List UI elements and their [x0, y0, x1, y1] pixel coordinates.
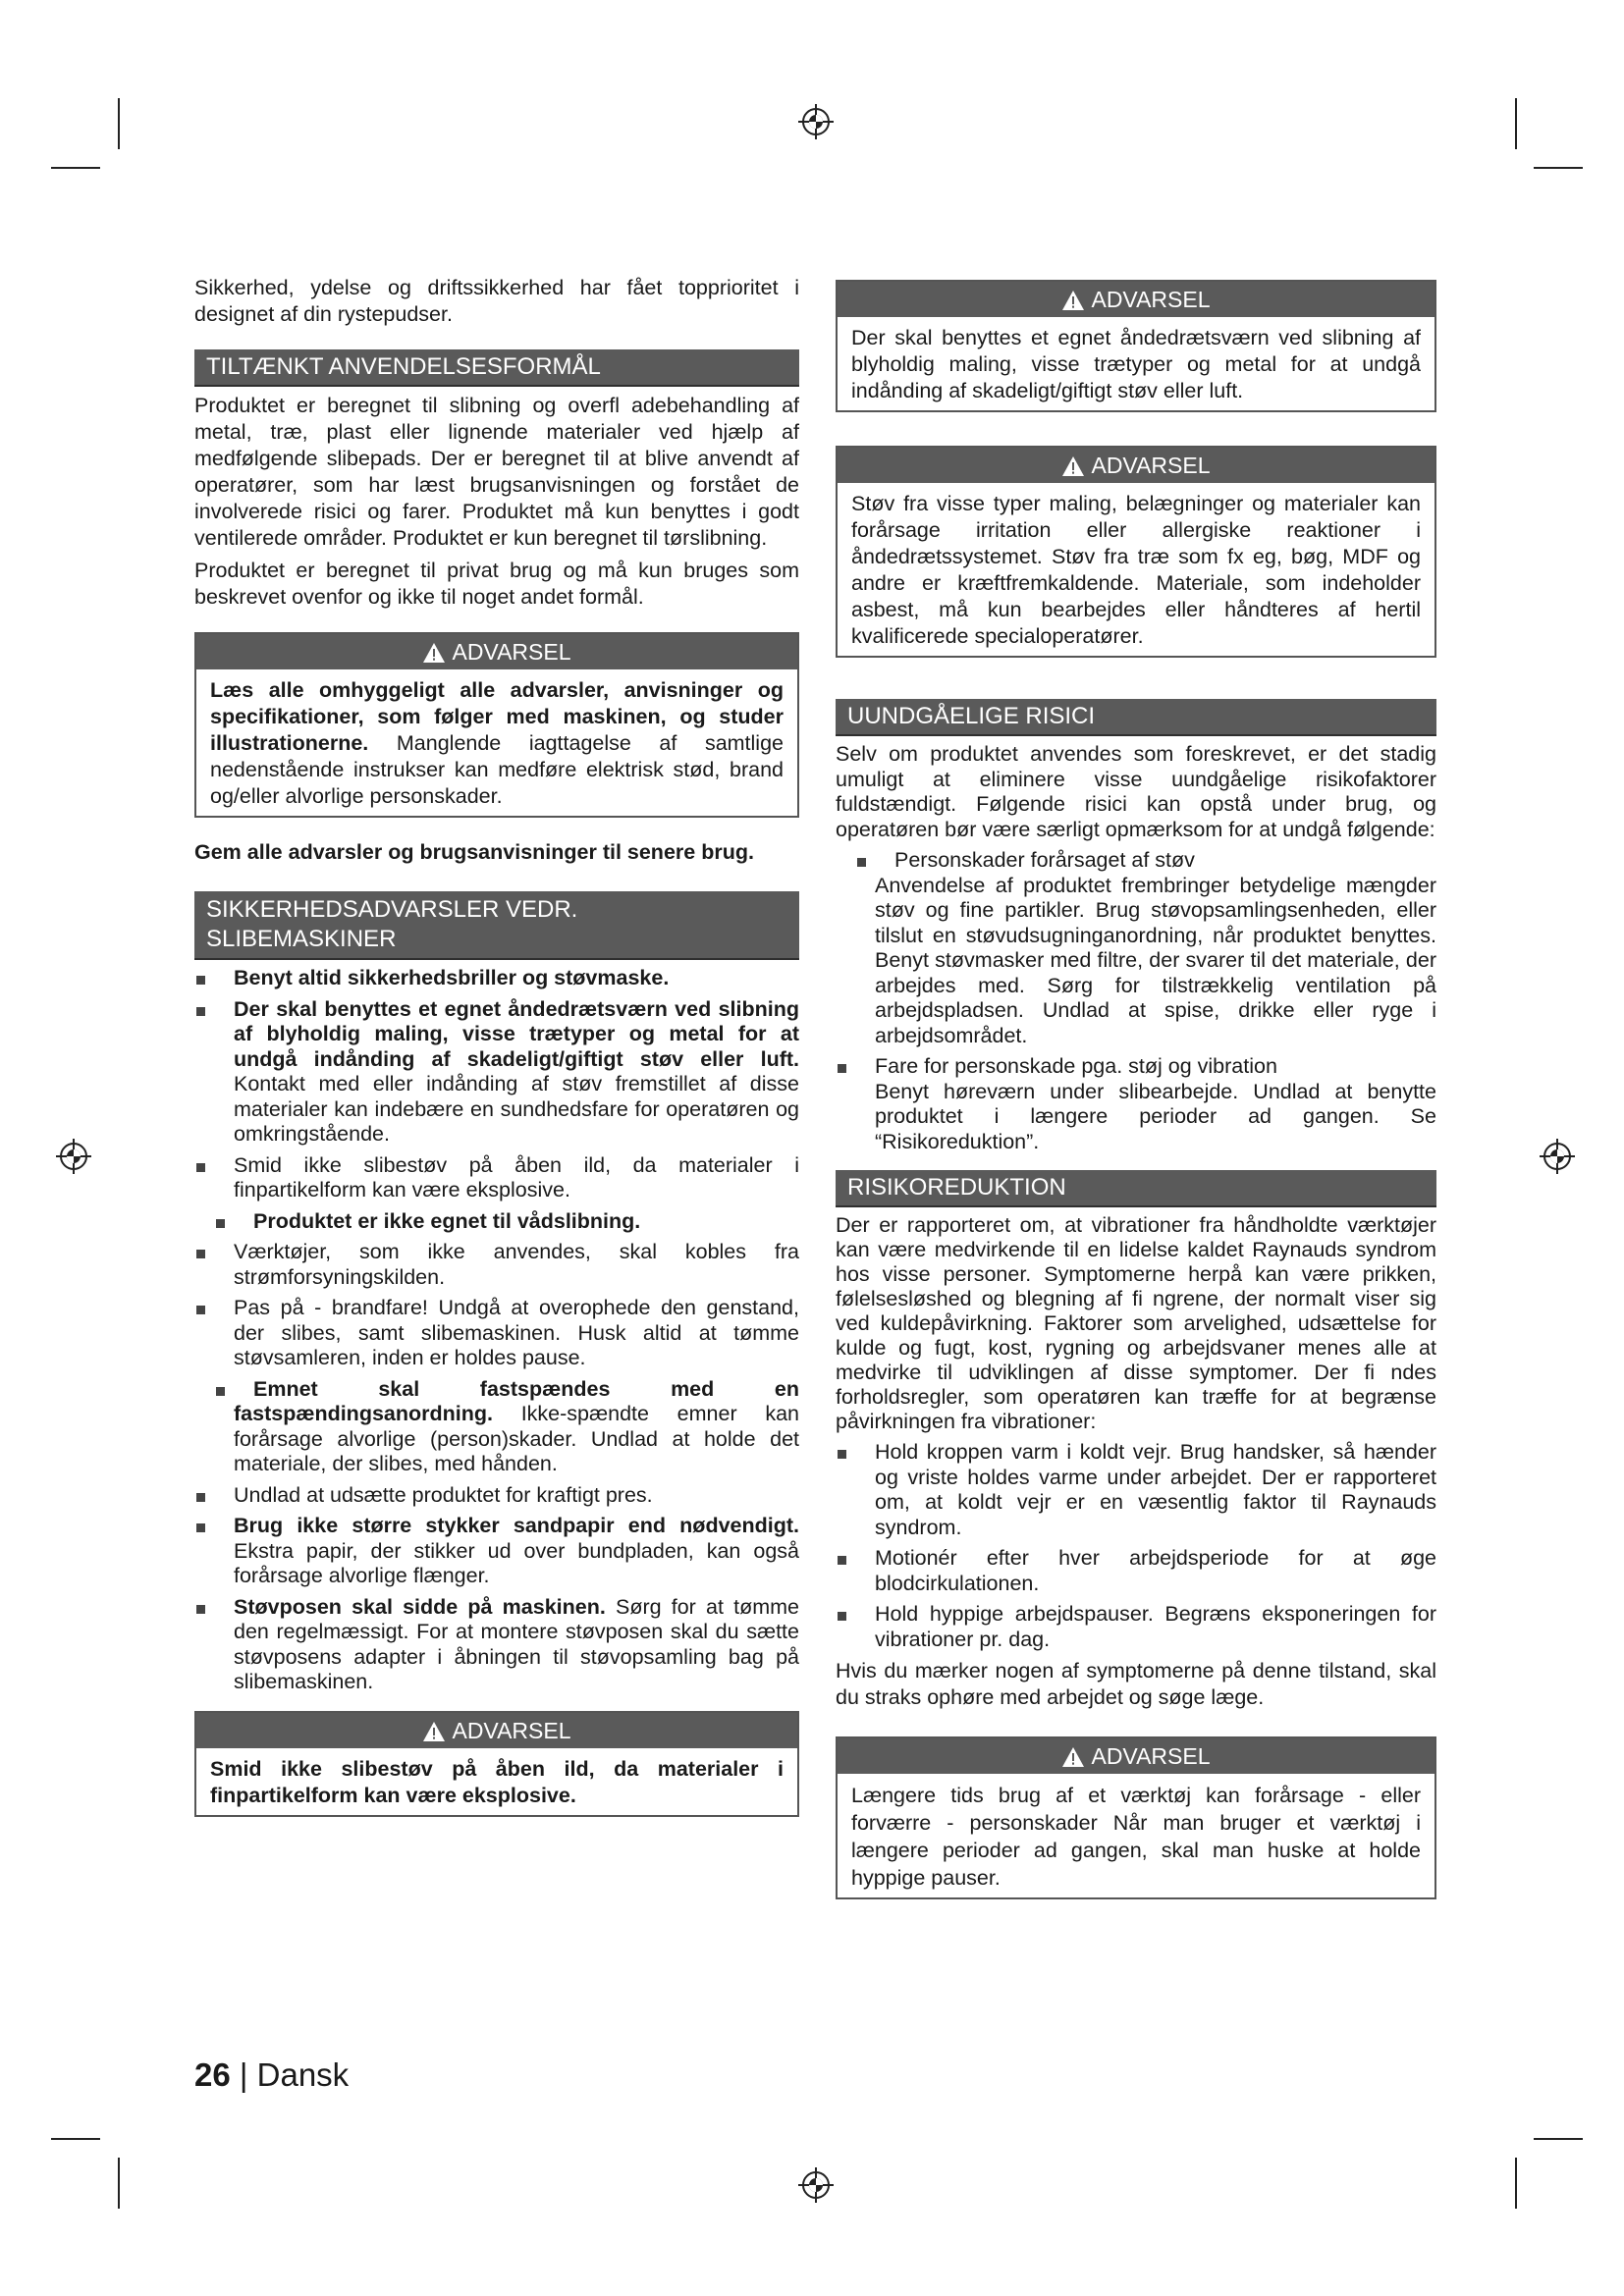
list-item-bold: Der skal benyttes et egnet åndedrætsværn ved slibning af blyholdig maling, visse trætyper og metal for at undgå indånding af skadeligt/giftigt støv eller luft.: [234, 996, 799, 1071]
list-item: [194, 1209, 799, 1235]
warning-text: [210, 677, 784, 810]
list-item: [836, 1054, 1436, 1154]
list-item: [836, 1546, 1436, 1596]
page-number: 26: [194, 2056, 231, 2093]
intended-use-text: Produktet er beregnet til slibning og overfl adebehandling af metal, træ, plast eller lignende materialer ved hjælp af medfølgende slibepads. Der er beregnet til at blive anvendt af operatører, som har læst brugsanvisningen og forstået de involverede risici og farer. Produktet må kun benyttes i godt ventilerede områder. Produktet er kun beregnet til tørslibning.: [194, 394, 799, 550]
crop-mark: [118, 98, 120, 149]
warning-box: [836, 280, 1436, 412]
list-item-text: Ekstra papir, der stikker ud over bundpladen, kan også forårsage alvorlige flænger.: [234, 1538, 799, 1587]
list-item-text: Benyt høreværn under slibearbejde. Undlad at benytte produktet i længere perioder ad gangen. Se “Risikoreduktion”.: [875, 1079, 1436, 1153]
reduction-intro: Der er rapporteret om, at vibrationer fra håndholdte værktøjer kan være medvirkende til en lidelse kaldet Raynauds syndrom hos visse personer. Symptomerne herpå kan være prikken, følelsesløshed og blegning af fi ngrene, der normalt viser sig ved kuldepåvirkning. Faktorer som arvelighed, udsættelse for kulde og fugt, kost, rygning og arbejdsvaner menes alle at medvirke til udviklingen af disse symptomer. Der fi ndes forholdsregler, som operatøren kan træffe for at begrænse påvirkningen fra vibrationer:: [836, 1213, 1436, 1433]
list-item: [194, 1377, 799, 1477]
list-item-bold: Brug ikke større stykker sandpapir end nødvendigt.: [234, 1514, 799, 1537]
list-item: [194, 997, 799, 1148]
keep-instructions-text: Gem alle advarsler og brugsanvisninger til senere brug.: [194, 840, 754, 864]
warning-triangle-icon: [422, 642, 446, 664]
list-item-bold: Emnet skal fastspændes med en fastspændingsanordning.: [234, 1376, 799, 1425]
reduction-list: [836, 1440, 1436, 1652]
warning-triangle-icon: [1061, 455, 1085, 477]
list-item-text: Undlad at udsætte produktet for kraftigt pres.: [234, 1482, 653, 1507]
list-item-title: Personskader forårsaget af støv: [894, 848, 1195, 872]
warning-title: ADVARSEL: [1091, 287, 1211, 312]
warning-header: [838, 282, 1435, 317]
registration-mark-icon: [796, 2165, 836, 2205]
warning-plain-text: Manglende iagttagelse af samtlige nedenstående instrukser kan medføre elektrisk stød, brand og/eller alvorlige personskader.: [210, 731, 784, 808]
list-item: [194, 966, 799, 991]
safety-list: [194, 966, 799, 1695]
intended-use-text-2: Produktet er beregnet til privat brug og må kun bruges som beskrevet ovenfor og ikke til noget andet formål.: [194, 559, 799, 609]
registration-mark-icon: [1538, 1137, 1577, 1176]
list-item-text: Værktøjer, som ikke anvendes, skal kobles fra strømforsyningskilden.: [234, 1240, 799, 1289]
list-item-text: Motionér efter hver arbejdsperiode for at øge blodcirkulationen.: [875, 1546, 1436, 1595]
warning-text: Støv fra visse typer maling, belægninger og materialer kan forårsage irritation eller allergiske reaktioner i åndedrætssystemet. Støv fra træ som fx eg, bøg, MDF og andre er kræftfremkaldende. Materiale, som indeholder asbest, må kun bearbejdes eller håndteres af hertil kvalificerede specialoperatører.: [851, 492, 1421, 648]
list-item: [194, 1483, 799, 1509]
list-item: [836, 1440, 1436, 1540]
crop-mark: [1534, 167, 1583, 169]
safety-heading-line2: SLIBEMASKINER: [206, 926, 397, 952]
warning-title: ADVARSEL: [452, 1717, 571, 1743]
list-item-text: Anvendelse af produktet frembringer betydelige mængder støv og fine partikler. Brug støvopsamlingsenheden, eller tilslut en støvudsugninganordning, når produktet benyttes. Benyt støvmasker med filtre, der svarer til det materiale, der arbejdes med. Sørg for tilstrækkelig ventilation på arbejdspladsen. Undlad at spise, drikke eller ryge i arbejdsområdet.: [875, 873, 1436, 1047]
list-item: [194, 1296, 799, 1371]
crop-mark: [1515, 98, 1517, 149]
warning-header: [196, 1713, 797, 1748]
list-item: [194, 1240, 799, 1290]
list-item-text: Benyt altid sikkerhedsbriller og støvmaske.: [234, 966, 670, 989]
warning-header: [838, 448, 1435, 483]
list-item-text: Hold kroppen varm i koldt vejr. Brug handsker, så hænder og vriste holdes varme under arbejdet. Der er rapporteret om, at koldt vejr er en væsentlig faktor til Raynauds syndrom.: [875, 1440, 1436, 1539]
list-item-text: Sørg for at tømme den regelmæssigt. For at montere støvposen skal du sætte støvposens adapter i åbningen til støvopsamling bag på slibemaskinen.: [234, 1594, 799, 1693]
warning-triangle-icon: [1061, 1746, 1085, 1768]
list-item-title: Fare for personskade pga. støj og vibration: [875, 1054, 1277, 1078]
risks-list: [836, 848, 1436, 1154]
warning-box: [194, 632, 799, 818]
section-heading-safety: [194, 891, 799, 960]
crop-mark: [1534, 2138, 1583, 2140]
crop-mark: [51, 2138, 100, 2140]
warning-text: Længere tids brug af et værktøj kan forårsage - eller forværre - personskader Når man bruger et værktøj i længere perioder ad gangen, skal man huske at holde hyppige pauser.: [851, 1784, 1421, 1890]
list-item: [194, 1514, 799, 1589]
list-item: [194, 1153, 799, 1203]
list-item-text: Hold hyppige arbejdspauser. Begræns eksponeringen for vibrationer pr. dag.: [875, 1602, 1436, 1651]
page-footer: [194, 2056, 349, 2094]
list-item: [836, 848, 1436, 1048]
list-item-text: Ikke-spændte emner kan forårsage alvorlige (person)skader. Undlad at holde det materiale, der slibes, med hånden.: [234, 1402, 799, 1475]
list-item-bold: Støvposen skal sidde på maskinen.: [234, 1594, 606, 1619]
list-item-text: Pas på - brandfare! Undgå at overophede den genstand, der slibes, samt slibemaskinen. Husk altid at tømme støvsamleren, inden er holdes pause.: [234, 1296, 799, 1369]
warning-triangle-icon: [1061, 290, 1085, 311]
warning-text: [210, 1756, 784, 1809]
page-language: Dansk: [256, 2056, 350, 2093]
warning-box: [836, 446, 1436, 658]
warning-title: ADVARSEL: [1091, 453, 1211, 478]
crop-mark: [1515, 2158, 1517, 2209]
warning-header: [196, 634, 797, 669]
left-column: [194, 275, 799, 1827]
reduction-outro: Hvis du mærker nogen af symptomerne på denne tilstand, skal du straks ophøre med arbejdet og søge læge.: [836, 1659, 1436, 1709]
warning-title: ADVARSEL: [1091, 1743, 1211, 1769]
warning-box: [194, 1711, 799, 1817]
section-heading-intended-use: TILTÆNKT ANVENDELSESFORMÅL: [194, 349, 799, 387]
list-item: [836, 1602, 1436, 1652]
risks-intro: Selv om produktet anvendes som foreskrevet, er det stadig umuligt at eliminere visse uundgåelige risikofaktorer fuldstændigt. Følgende risici kan opstå under brug, og operatøren bør være særligt opmærksom for at undgå følgende:: [836, 742, 1436, 841]
warning-triangle-icon: [422, 1721, 446, 1742]
warning-box: [836, 1736, 1436, 1899]
warning-header: [838, 1738, 1435, 1774]
registration-mark-icon: [796, 102, 836, 141]
section-heading-risks: UUNDGÅELIGE RISICI: [836, 699, 1436, 736]
list-item-text: Kontakt med eller indånding af støv fremstillet af disse materialer kan indebære en sundhedsfare for operatøren og omkringstående.: [234, 1072, 799, 1146]
list-item-text: Produktet er ikke egnet til vådslibning.: [253, 1208, 641, 1233]
right-column: [836, 280, 1436, 1909]
warning-text: Der skal benyttes et egnet åndedrætsværn ved slibning af blyholdig maling, visse trætyper og metal for at undgå indånding af skadeligt/giftigt støv eller luft.: [851, 326, 1421, 402]
crop-mark: [51, 167, 100, 169]
intro-text: Sikkerhed, ydelse og driftssikkerhed har fået topprioritet i designet af din rystepudser.: [194, 276, 799, 326]
page-separator: |: [230, 2056, 257, 2093]
keep-instructions: [194, 839, 799, 866]
list-item: [194, 1595, 799, 1695]
warning-title: ADVARSEL: [452, 639, 571, 665]
warning-bold-text: Læs alle omhyggeligt alle advarsler, anvisninger og specifikationer, som følger med maskinen, og studer illustrationerne.: [210, 678, 784, 755]
warning-bold-text: Smid ikke slibestøv på åben ild, da materialer i finpartikelform kan være eksplosive.: [210, 1756, 784, 1807]
registration-mark-icon: [54, 1137, 93, 1176]
safety-heading-line1: SIKKERHEDSADVARSLER VEDR.: [206, 896, 578, 923]
section-heading-reduction: RISIKOREDUKTION: [836, 1170, 1436, 1207]
crop-mark: [118, 2158, 120, 2209]
list-item-text: Smid ikke slibestøv på åben ild, da materialer i finpartikelform kan være eksplosive.: [234, 1152, 799, 1201]
